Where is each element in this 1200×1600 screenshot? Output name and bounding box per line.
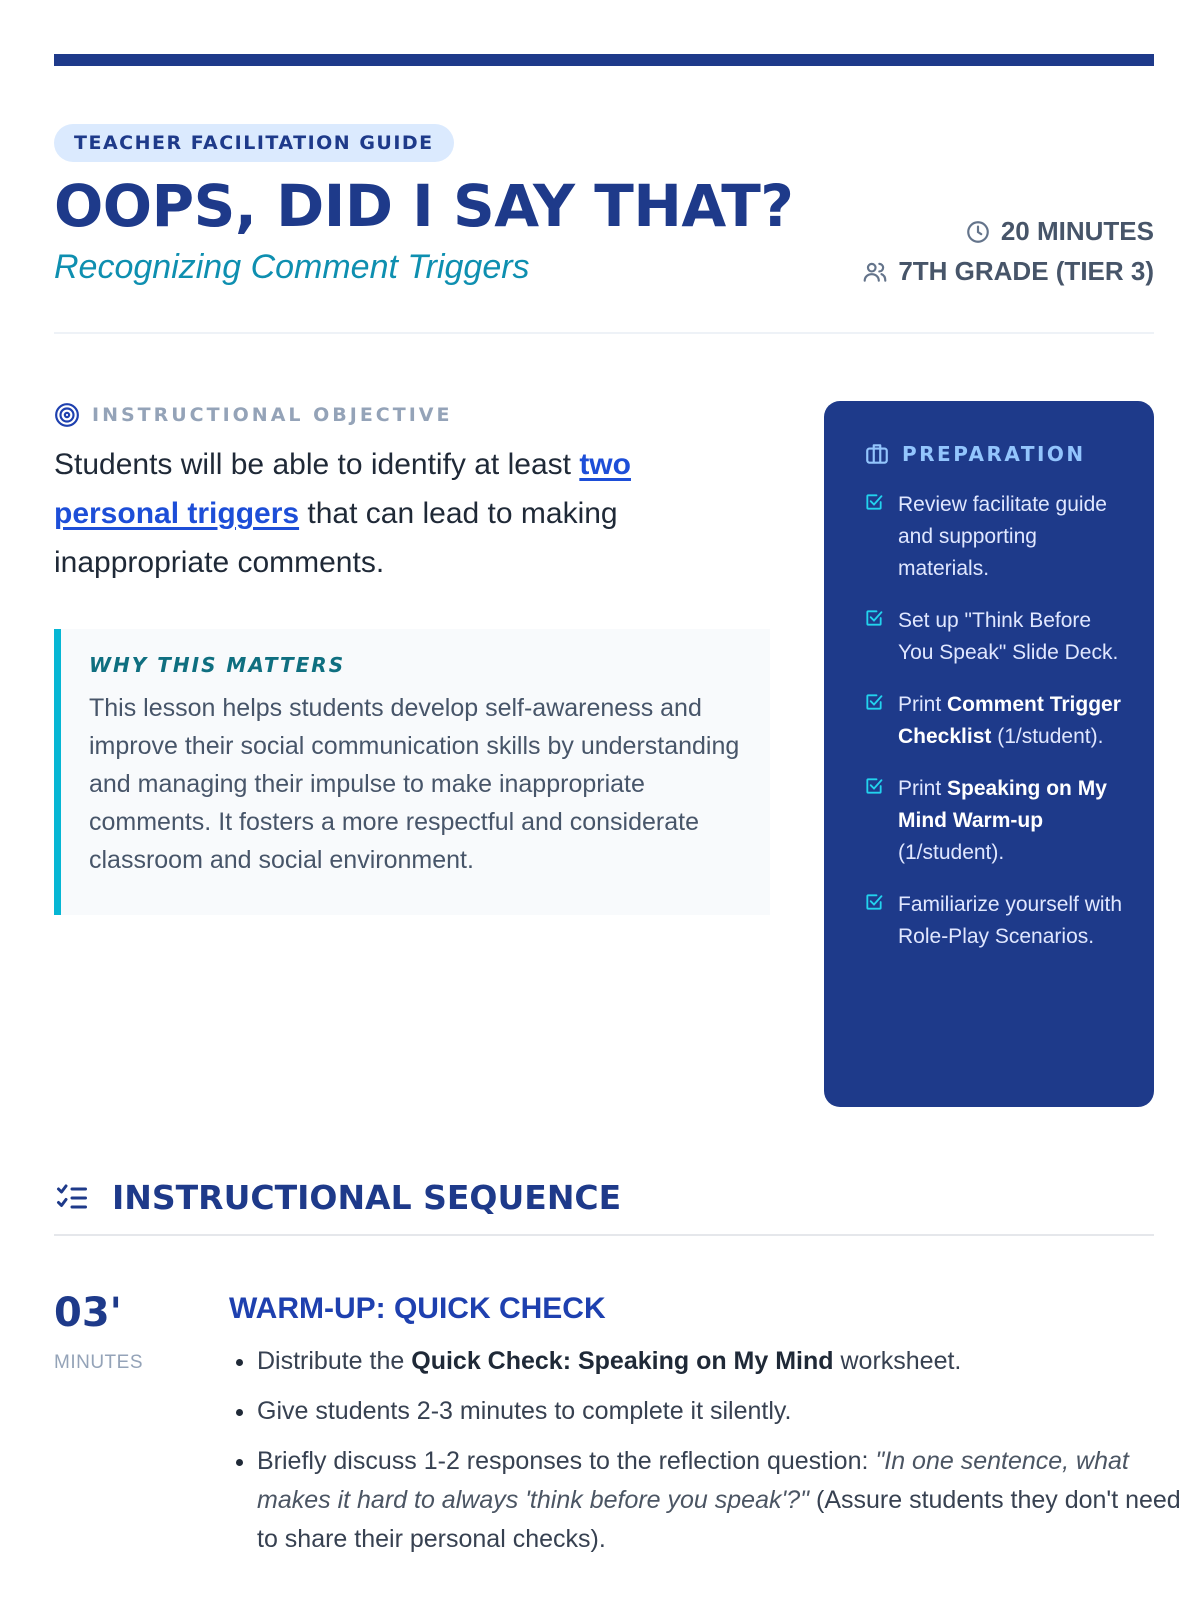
preparation-item-text [898, 605, 1124, 669]
step-bullet [257, 1442, 1182, 1559]
sequence-divider [54, 1234, 1154, 1236]
why-this-matters-box [54, 629, 770, 915]
checkbox-checked-icon [864, 776, 884, 796]
preparation-item-pre: Print [898, 693, 948, 716]
preparation-item-text [898, 773, 1124, 869]
step-title: WARM-UP: QUICK CHECK [229, 1292, 606, 1325]
preparation-item [864, 489, 1124, 585]
grade-meta [862, 256, 1154, 287]
checkbox-checked-icon [864, 608, 884, 628]
preparation-item-material: Speaking on My Mind Warm-up [898, 777, 1107, 832]
preparation-item-post: (1/student). [991, 725, 1104, 748]
lesson-page [54, 0, 1181, 1600]
preparation-item [864, 773, 1124, 869]
objective-text-after: that can lead to making inappropriate comments. [54, 497, 618, 579]
preparation-item [864, 889, 1124, 953]
clock-icon [965, 219, 991, 245]
preparation-item-pre: Set up "Think Before You Speak" Slide Deck. [898, 609, 1119, 664]
worksheet-name: Quick Check: Speaking on My Mind [411, 1347, 834, 1375]
step-minutes: 03' [54, 1290, 122, 1336]
objective-text [54, 440, 744, 587]
checkbox-checked-icon [864, 692, 884, 712]
objective-label [54, 402, 452, 428]
objective-highlight: two personal triggers [54, 448, 631, 530]
preparation-item-pre: Print [898, 777, 948, 800]
checklist-icon [54, 1180, 90, 1216]
step-bullet [257, 1342, 1182, 1381]
preparation-title [864, 441, 1124, 467]
why-body: This lesson helps students develop self-awareness and improve their social communication skills by understanding and managing their impulse to make inappropriate comments. It fosters a more respectful and considerate classroom and social environment. [89, 694, 740, 874]
header-divider [54, 332, 1154, 334]
top-accent-bar [54, 54, 1154, 66]
step-bullet [257, 1392, 1182, 1431]
preparation-title-text: PREPARATION [902, 442, 1086, 466]
target-icon [54, 402, 80, 428]
preparation-item-text [898, 689, 1124, 753]
preparation-list [864, 489, 1124, 953]
preparation-item-post: (1/student). [898, 841, 1005, 864]
duration-text: 20 MINUTES [1000, 216, 1154, 246]
preparation-item-text [898, 889, 1124, 953]
briefcase-icon [864, 441, 890, 467]
preparation-item [864, 689, 1124, 753]
bullet-text: Briefly discuss 1-2 responses to the reflection question: [257, 1447, 876, 1475]
bullet-text: Distribute the [257, 1347, 412, 1375]
sequence-title: INSTRUCTIONAL SEQUENCE [112, 1178, 622, 1217]
users-icon [862, 259, 888, 285]
preparation-item [864, 605, 1124, 669]
duration-meta [965, 216, 1154, 247]
preparation-item-pre: Familiarize yourself with Role-Play Scenarios. [898, 893, 1123, 948]
checkbox-checked-icon [864, 892, 884, 912]
lesson-title: OOPS, DID I SAY THAT? [54, 172, 794, 240]
preparation-card [824, 401, 1154, 1107]
preparation-item-material: Comment Trigger Checklist [898, 693, 1121, 748]
lesson-subtitle: Recognizing Comment Triggers [54, 248, 530, 286]
bullet-text: worksheet. [833, 1347, 962, 1375]
preparation-item-text [898, 489, 1124, 585]
bullet-text: Give students 2-3 minutes to complete it silently. [257, 1397, 792, 1425]
sequence-heading [54, 1178, 621, 1217]
checkbox-checked-icon [864, 492, 884, 512]
bullet-text: (Assure students they don't need to share their personal checks). [257, 1486, 1181, 1553]
step-bullet-list [229, 1342, 1182, 1570]
objective-label-text: INSTRUCTIONAL OBJECTIVE [92, 404, 453, 426]
grade-text: 7TH GRADE (TIER 3) [898, 256, 1154, 286]
preparation-item-pre: Review facilitate guide and supporting materials. [898, 493, 1107, 580]
guide-type-badge: TEACHER FACILITATION GUIDE [54, 124, 454, 162]
why-title: WHY THIS MATTERS [89, 653, 346, 677]
reflection-question: "In one sentence, what makes it hard to always 'think before you speak'?" [257, 1447, 1129, 1514]
objective-text-before: Students will be able to identify at least [54, 448, 580, 481]
step-minutes-label: MINUTES [54, 1352, 143, 1373]
